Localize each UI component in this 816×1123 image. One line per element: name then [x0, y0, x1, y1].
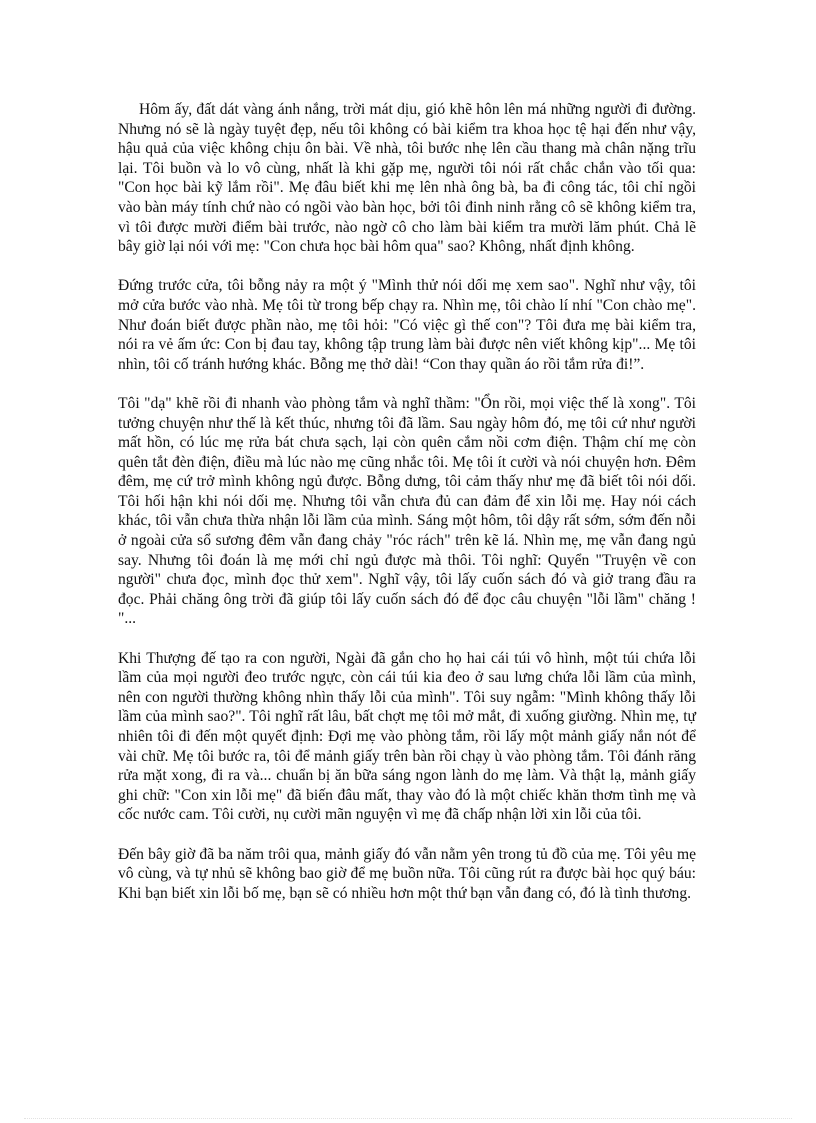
page-bottom-divider [24, 1118, 792, 1119]
paragraph-2: Đứng trước cửa, tôi bỗng nảy ra một ý "Mình thử nói dối mẹ xem sao". Nghĩ như vậy, tôi mở cửa bước vào nhà. Mẹ tôi từ trong bếp chạy ra. Nhìn mẹ, tôi chào lí nhí "Con chào mẹ". Như đoán biết được phần nào, mẹ tôi hỏi: "Có việc gì thế con"? Tôi đưa mẹ bài kiểm tra, nói ra vẻ ấm ức: Con bị đau tay, không tập trung làm bài được nên viết không kịp"... Mẹ tôi nhìn, tôi cố tránh hướng khác. Bỗng mẹ thở dài! “Con thay quần áo rồi tắm rửa đi!”. [118, 277, 696, 373]
paragraph-1: Hôm ấy, đất dát vàng ánh nắng, trời mát dịu, gió khẽ hôn lên má những người đi đường. Nhưng nó sẽ là ngày tuyệt đẹp, nếu tôi không có bài kiểm tra khoa học tệ hại đến như vậy, hậu quả của việc không chịu ôn bài. Về nhà, tôi bước nhẹ lên cầu thang mà chân nặng trĩu lại. Tôi buồn và lo vô cùng, nhất là khi gặp mẹ, người tôi nói rất chắc chắn vào tối qua: "Con học bài kỹ lắm rồi". Mẹ đâu biết khi mẹ lên nhà ông bà, ba đi công tác, tôi chỉ ngồi vào bàn máy tính chứ nào có ngồi vào bàn học, bởi tôi đinh ninh rằng cô sẽ không kiểm tra, vì tôi được mười điểm bài trước, nào ngờ cô cho làm bài kiểm tra mười lăm phút. Chả lẽ bây giờ lại nói với mẹ: "Con chưa học bài hôm qua" sao? Không, nhất định không. [118, 101, 696, 256]
paragraph-3: Tôi "dạ" khẽ rồi đi nhanh vào phòng tắm và nghĩ thầm: "Ổn rồi, mọi việc thế là xong". Tôi tưởng chuyện như thế là kết thúc, nhưng tôi đã lầm. Sau ngày hôm đó, mẹ tôi cứ như người mất hồn, có lúc mẹ rửa bát chưa sạch, lại còn quên cắm nồi cơm điện. Thậm chí mẹ còn quên tắt đèn điện, điều mà lúc nào mẹ cũng nhắc tôi. Mẹ tôi ít cười và nói chuyện hơn. Đêm đêm, mẹ cứ trở mình không ngủ được. Bỗng dưng, tôi cảm thấy như mẹ đã biết tôi nói dối. Tôi hối hận khi nói dối mẹ. Nhưng tôi vẫn chưa đủ can đảm để xin lỗi mẹ. Hay nói cách khác, tôi vẫn chưa thừa nhận lỗi lầm của mình. Sáng một hôm, tôi dậy rất sớm, sớm đến nỗi ở ngoài cửa sổ sương đêm vẫn đang chảy "róc rách" trên kẽ lá. Nhìn mẹ, mẹ vẫn đang ngủ say. Nhưng tôi đoán là mẹ mới chỉ ngủ được mà thôi. Tôi nghĩ: Quyển "Truyện về con người" chưa đọc, mình đọc thử xem". Nghĩ vậy, tôi lấy cuốn sách đó và giở trang đầu ra đọc. Phải chăng ông trời đã giúp tôi lấy cuốn sách đó để đọc câu chuyện "lỗi lầm" chăng ! "... [118, 394, 696, 628]
paragraph-5: Đến bây giờ đã ba năm trôi qua, mảnh giấy đó vẫn nằm yên trong tủ đồ của mẹ. Tôi yêu mẹ vô cùng, và tự nhủ sẽ không bao giờ để mẹ buồn nữa. Tôi cũng rút ra được bài học quý báu: Khi bạn biết xin lỗi bố mẹ, bạn sẽ có nhiều hơn một thứ bạn vẫn đang có, đó là tình thương. [118, 845, 696, 902]
paragraph-4: Khi Thượng đế tạo ra con người, Ngài đã gắn cho họ hai cái túi vô hình, một túi chứa lỗi lầm của mọi người đeo trước ngực, còn cái túi kia đeo ở sau lưng chứa lỗi lầm của mình, nên con người thường không nhìn thấy lỗi của mình". Tôi suy ngẫm: "Mình không thấy lỗi lầm của mình sao?". Tôi nghĩ rất lâu, bất chợt mẹ tôi mở mắt, đi xuống giường. Nhìn mẹ, tự nhiên tôi đi đến một quyết định: Đợi mẹ vào phòng tắm, rồi lấy một mảnh giấy nắn nót để vài chữ. Mẹ tôi bước ra, tôi để mảnh giấy trên bàn rồi chạy ù vào phòng tắm. Tôi đánh răng rửa mặt xong, đi ra và... chuẩn bị ăn bữa sáng ngon lành do mẹ làm. Và thật lạ, mảnh giấy ghi chữ: "Con xin lỗi mẹ" đã biến đâu mất, thay vào đó là một chiếc khăn thơm tình mẹ và cốc nước cam. Tôi cười, nụ cười mãn nguyện vì mẹ đã chấp nhận lời xin lỗi của tôi. [118, 649, 696, 824]
document-body [118, 100, 696, 923]
